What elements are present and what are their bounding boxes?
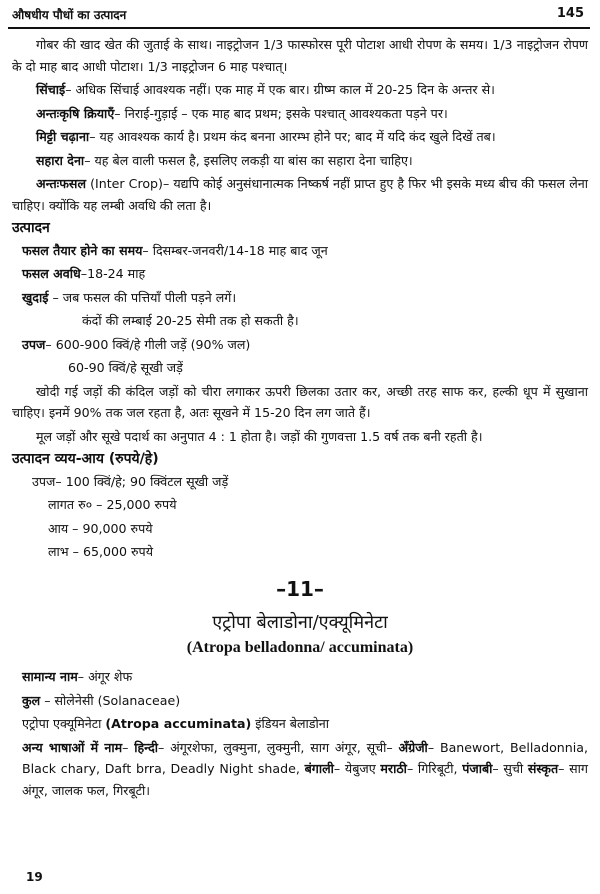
bengali-names: – येबुजए [333,761,381,776]
chapter-title: एट्रोपा बेलाडोना/एक्यूमिनेटा [212,612,388,633]
support-text: – यह बेल वाली फसल है, इसलिए लकड़ी या बांस का सहारा देना चाहिए। [84,152,413,168]
cost-income-heading: उत्पादन व्यय-आय (रुपये/हे) [12,451,159,467]
family-text: – सोलेनेसी (Solanaceae) [40,692,181,708]
digging-label: खुदाई [22,289,49,305]
intercultural-label: अन्तःकृषि क्रियाएँ [36,105,115,121]
intercrop-label: अन्तःफसल [36,176,86,191]
marathi-label: मराठी [380,761,407,776]
intercrop-text: (Inter Crop)– यद्यपि कोई अनुसंधानात्मक निष्कर्ष नहीं प्राप्त हुए है फिर भी इसके मध्य बीच की फसल लेना चाहिए। क्योंकि यह लम्बी अवधि की लता है। [12,176,588,213]
page-number: 145 [556,6,584,21]
yield-line [12,334,588,356]
earthing-text: – यह आवश्यक कार्य है। प्रथम कंद बनना आरम्भ होने पर; बाद में यदि कंद खुले दिखें तब। [89,129,496,144]
other-names-label: अन्य भाषाओं में नाम [22,739,123,755]
page-body [12,34,588,803]
support-label: सहारा देना [36,152,85,168]
chapter-subtitle: (Atropa belladonna/ accuminata) [186,639,414,656]
intercultural-text: – निराई-गुड़ाई – एक माह बाद प्रथम; इसके पश्चात् आवश्यकता पड़ने पर। [114,105,448,121]
intercrop-paragraph [12,173,588,216]
sanskrit-names: – साग अंगूर, जालक फल, गिरबूटी। [22,761,589,798]
family-label: कुल [22,692,41,708]
marathi-names: – गिरिबूटी, [406,761,463,776]
irrigation-label: सिंचाई [36,82,66,97]
digging-line [12,287,588,309]
english-label: अँग्रेजी [398,739,428,755]
bengali-label: बंगाली [304,761,334,776]
processing-paragraph: खोदी गई जड़ों की कंदिल जड़ों को चीरा लगाकर ऊपरी छिलका उतार कर, अच्छी तरह साफ कर, हल्की धूप में सुखाना चाहिए। इनमें 90% तक जल रहता है, अतः सूखने में 15-20 दिन लग जाते हैं। [12,383,588,420]
other-names-paragraph: अन्य भाषाओं में नाम– हिन्दी– अंगूरशेफा, लुक्मुना, लुक्मुनी, साग अंगूर, सूची– अँग्रेजी– Banewort, Belladonnia, Black chary, Daft brra, Deadly Night shade, बंगाली– येबुजए मराठी– गिरिबूटी, पंजाबी– सुची संस्कृत– साग अंगूर, जालक फल, गिरबूटी। [22,739,589,798]
crop-duration-line [12,263,588,285]
irrigation-paragraph [12,79,588,101]
irrigation-text: – अधिक सिंचाई आवश्यक नहीं। एक माह में एक बार। ग्रीष्म काल में 20-25 दिन के अन्तर से। [65,82,495,97]
punjabi-names: – सुची [492,761,528,776]
cost-line: लागत रु० – 25,000 रुपये [48,497,177,512]
accuminata-hindi: एट्रोपा एक्यूमिनेटा [22,716,106,731]
chapter-number: –11– [276,576,324,601]
running-header-title: औषधीय पौधों का उत्पादन [12,8,127,22]
fertilizer-paragraph: गोबर की खाद खेत की जुताई के साथ। नाइट्रोजन 1/3 फास्फोरस पूरी पोटाश आधी रोपण के समय। 1/3 नाइट्रोजन रोपण के दो माह बाद आधी पोटाश। 1/3 नाइट्रोजन 6 माह पश्चात्। [12,37,588,74]
yield-text: – 600-900 क्विं/हे गीली जड़ें (90% जल) [45,336,251,352]
footer-page-label: 19 [26,870,43,884]
dry-yield-line: 60-90 क्विं/हे सूखी जड़ें [68,360,183,375]
digging-text: – जब फसल की पत्तियाँ पीली पड़ने लगें। [48,289,237,305]
harvest-time-text: – दिसम्बर-जनवरी/14-18 माह बाद जून [142,242,328,258]
running-header [8,4,588,26]
hindi-names: – अंगूरशेफा, लुक्मुना, लुक्मुनी, साग अंगूर, सूची– [158,739,399,755]
ratio-paragraph: मूल जड़ों और सूखे पदार्थ का अनुपात 4 : 1 होता है। जड़ों की गुणवत्ता 1.5 वर्ष तक बनी रहती है। [36,428,483,444]
header-rule [8,27,590,29]
accuminata-indian: इंडियन बेलाडोना [251,716,329,731]
family-line [12,690,588,712]
english-names: – Banewort, Belladonnia, Black chary, Daft brra, Deadly Night shade, [22,739,588,776]
earthing-label: मिट्टी चढ़ाना [36,129,90,144]
harvest-time-line [12,240,588,262]
common-name-label: सामान्य नाम [22,669,78,684]
hindi-label: हिन्दी [134,739,159,755]
tuber-length-line: कंदों की लम्बाई 20-25 सेमी तक हो सकती है। [82,313,299,328]
harvest-time-label: फसल तैयार होने का समय [22,242,143,258]
production-heading: उत्पादन [12,220,50,236]
common-name-line [12,666,588,688]
sanskrit-label: संस्कृत [527,761,559,776]
earthing-paragraph [12,126,588,148]
punjabi-label: पंजाबी [462,761,493,776]
profit-line: लाभ – 65,000 रुपये [48,544,154,559]
accuminata-latin: (Atropa accuminata) [105,716,252,731]
accuminata-line [12,713,588,735]
yield-label: उपज [22,336,46,352]
income-line: आय – 90,000 रुपये [48,520,153,536]
cost-yield-line: उपज– 100 क्विं/हे; 90 क्विंटल सूखी जड़ें [32,473,229,489]
crop-duration-text: –18-24 माह [80,266,146,281]
crop-duration-label: फसल अवधि [22,266,81,281]
common-name-text: – अंगूर शेफ [77,669,133,684]
intercultural-paragraph [12,103,588,125]
support-paragraph [12,150,588,172]
